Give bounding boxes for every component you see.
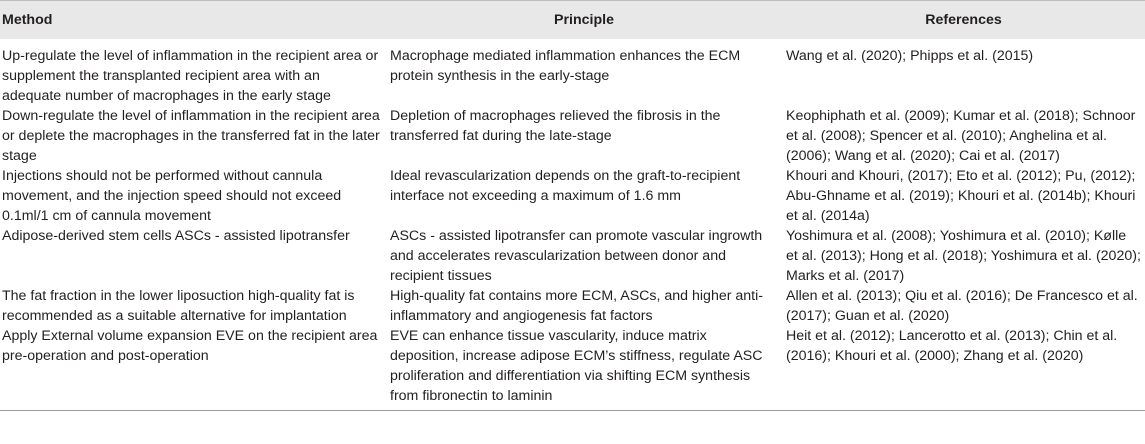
references-cell: Yoshimura et al. (2008); Yoshimura et al. (2010); Kølle et al. (2013); Hong et al. (2018); Yoshimura et al. (2020); Marks et al. (2017) bbox=[786, 228, 1141, 284]
references-cell: Heit et al. (2012); Lancerotto et al. (2013); Chin et al. (2016); Khouri et al. (2000); Zhang et al. (2020) bbox=[786, 328, 1118, 364]
table-body bbox=[0, 39, 1145, 411]
table-header bbox=[0, 1, 1145, 40]
method-cell: Adipose-derived stem cells ASCs - assisted lipotransfer bbox=[2, 228, 350, 244]
references-cell: Khouri and Khouri, (2017); Eto et al. (2012); Pu, (2012); Abu-Ghname et al. (2019); Khouri et al. (2014b); Khouri et al. (2014a) bbox=[786, 168, 1136, 224]
principle-cell: High-quality fat contains more ECM, ASCs, and higher anti-inflammatory and angiogenesis fat factors bbox=[390, 288, 763, 324]
method-cell: Injections should not be performed without cannula movement, and the injection speed should not exceed 0.1ml/1 cm of cannula movement bbox=[2, 168, 342, 224]
principle-cell: Macrophage mediated inflammation enhances the ECM protein synthesis in the early-stage bbox=[390, 48, 741, 84]
method-cell: The fat fraction in the lower liposuction high-quality fat is recommended as a suitable alternative for implantation bbox=[2, 288, 355, 324]
table-row bbox=[0, 106, 1145, 166]
method-cell: Down-regulate the level of inflammation in the recipient area or deplete the macrophages in the transferred fat in the later stage bbox=[2, 108, 380, 164]
table-row bbox=[0, 39, 1145, 106]
principle-cell: EVE can enhance tissue vascularity, induce matrix deposition, increase adipose ECM’s stiffness, regulate ASC proliferation and differentiation via shifting ECM synthesis from fibronectin to laminin bbox=[390, 328, 763, 404]
references-cell: Allen et al. (2013); Qiu et al. (2016); De Francesco et al. (2017); Guan et al. (2020) bbox=[786, 288, 1138, 324]
header-principle: Principle bbox=[554, 12, 614, 28]
table-row bbox=[0, 326, 1145, 411]
method-cell: Up-regulate the level of inflammation in the recipient area or supplement the transplanted recipient area with an adequate number of macrophages in the early stage bbox=[2, 48, 379, 104]
header-row bbox=[0, 1, 1145, 40]
principle-cell: Depletion of macrophages relieved the fibrosis in the transferred fat during the late-stage bbox=[390, 108, 721, 144]
principle-cell: Ideal revascularization depends on the graft-to-recipient interface not exceeding a maximum of 1.6 mm bbox=[390, 168, 741, 204]
header-method: Method bbox=[2, 12, 53, 28]
principle-cell: ASCs - assisted lipotransfer can promote vascular ingrowth and accelerates revascularization between donor and recipient tissues bbox=[390, 228, 763, 284]
header-references: References bbox=[925, 12, 1002, 28]
references-cell: Keophiphath et al. (2009); Kumar et al. (2018); Schnoor et al. (2008); Spencer et al. (2010); Anghelina et al. (2006); Wang et al. (2020); Cai et al. (2017) bbox=[786, 108, 1136, 164]
table-row bbox=[0, 166, 1145, 226]
method-cell: Apply External volume expansion EVE on the recipient area pre-operation and post-operation bbox=[2, 328, 378, 364]
table-row bbox=[0, 226, 1145, 286]
table-row bbox=[0, 286, 1145, 326]
references-cell: Wang et al. (2020); Phipps et al. (2015) bbox=[786, 48, 1034, 64]
